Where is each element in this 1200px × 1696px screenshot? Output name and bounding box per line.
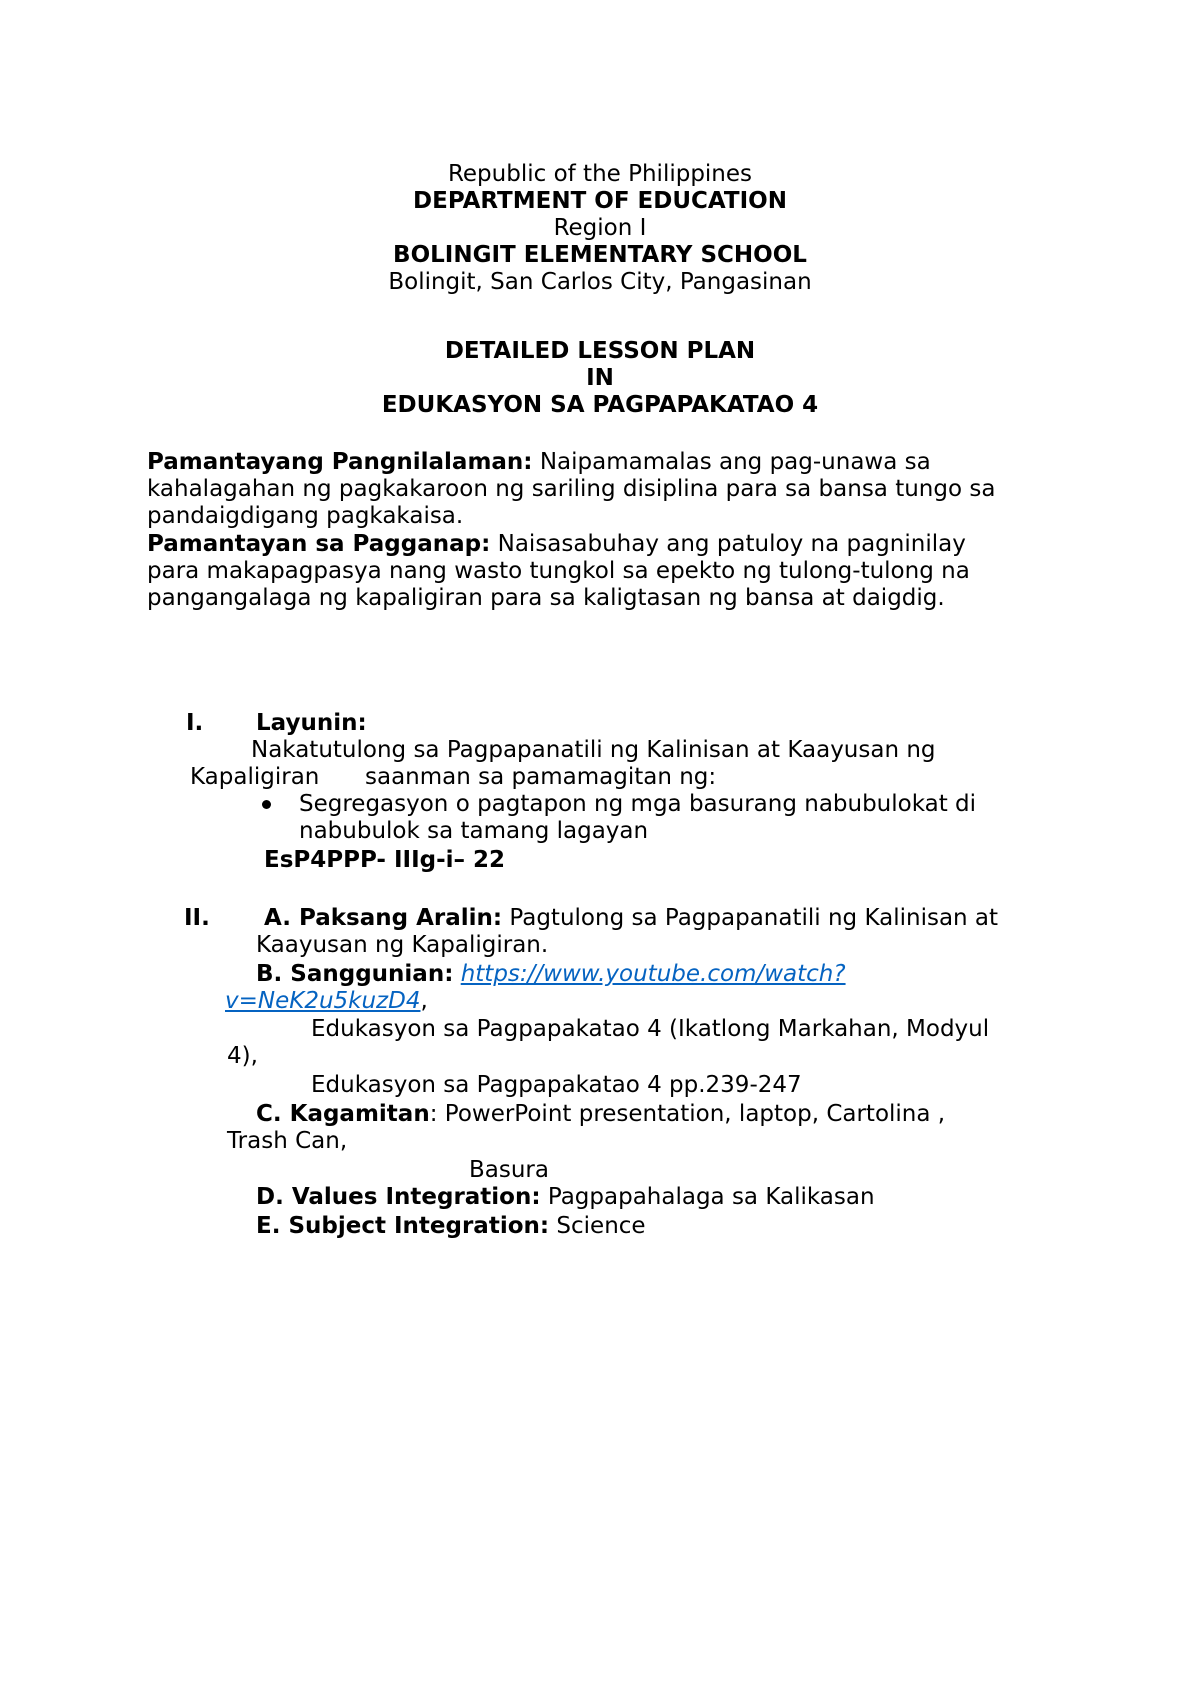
- objective-line-1: Nakatutulong sa Pagpapanatili ng Kalinisan at Kaayusan ng: [251, 737, 936, 763]
- title-line-1: DETAILED LESSON PLAN: [444, 338, 756, 364]
- objective-line-2a: Kapaligiran: [190, 764, 320, 790]
- title-line-2: IN: [586, 365, 614, 391]
- republic-line: Republic of the Philippines: [447, 161, 753, 187]
- subject-integration-text: Science: [549, 1213, 646, 1239]
- objective-line-2b: saanman sa pamamagitan ng:: [365, 764, 717, 790]
- youtube-link-part-2[interactable]: v=NeK2u5kuzD4: [225, 988, 421, 1014]
- values-integration-text: Pagpapahalaga sa Kalikasan: [540, 1184, 875, 1210]
- performance-standard-line-2: para makapagpasya nang wasto tungkol sa epekto ng tulong-tulong na: [147, 558, 970, 584]
- section-2-numeral: II.: [184, 905, 210, 931]
- kagamitan-label: C. Kagamitan: [256, 1101, 430, 1127]
- section-1-heading: Layunin:: [256, 710, 367, 736]
- sanggunian-line-2: [225, 987, 428, 1015]
- subject-integration-label: E. Subject Integration:: [256, 1213, 550, 1239]
- content-standard-line-3: pandaigdigang pagkakaisa.: [147, 503, 464, 529]
- bullet-line-1: Segregasyon o pagtapon ng mga basurang nabubulokat di: [299, 791, 977, 817]
- school-name: BOLINGIT ELEMENTARY SCHOOL: [393, 242, 807, 268]
- reference-1-line-2: 4),: [227, 1043, 258, 1069]
- subject-integration-line: [256, 1212, 646, 1240]
- paksang-aralin-line-2: Kaayusan ng Kapaligiran.: [256, 932, 549, 958]
- performance-standard-text-1: Naisasabuhay ang patuloy na pagninilay: [490, 531, 966, 557]
- reference-2: Edukasyon sa Pagpapakatao 4 pp.239-247: [311, 1072, 802, 1098]
- values-integration-line: [256, 1183, 875, 1211]
- content-standard-text-1: Naipamamalas ang pag-unawa sa: [532, 449, 931, 475]
- paksang-aralin-label: A. Paksang Aralin:: [264, 905, 503, 931]
- region-line: Region I: [553, 215, 647, 241]
- kagamitan-line-2: Trash Can,: [227, 1128, 348, 1154]
- section-1-numeral: I.: [186, 710, 204, 736]
- performance-standard-line-1: [147, 530, 966, 558]
- kagamitan-text-1: : PowerPoint presentation, laptop, Cartolina ,: [429, 1101, 946, 1127]
- sanggunian-line-1: [256, 960, 846, 988]
- sanggunian-label: B. Sanggunian:: [256, 961, 454, 987]
- performance-standard-label: Pamantayan sa Pagganap:: [147, 531, 491, 557]
- paksang-aralin-text-1: Pagtulong sa Pagpapanatili ng Kalinisan at: [502, 905, 999, 931]
- department-line: DEPARTMENT OF EDUCATION: [413, 188, 787, 214]
- bullet-line-2: nabubulok sa tamang lagayan: [299, 818, 649, 844]
- paksang-aralin-line-1: [264, 904, 998, 932]
- sanggunian-comma: ,: [420, 988, 428, 1014]
- values-integration-letter: D: [256, 1184, 276, 1210]
- performance-standard-line-3: pangangalaga ng kapaligiran para sa kaligtasan ng bansa at daigdig.: [147, 585, 945, 611]
- content-standard-line-1: [147, 448, 931, 476]
- youtube-link-part-1[interactable]: https://www.youtube.com/watch?: [460, 961, 846, 987]
- kagamitan-line-3: Basura: [469, 1157, 549, 1183]
- competency-code: EsP4PPP- IIIg-i– 22: [264, 847, 506, 873]
- content-standard-line-2: kahalagahan ng pagkakaroon ng sariling disiplina para sa bansa tungo sa: [147, 476, 996, 502]
- bullet-icon: [262, 800, 271, 809]
- title-line-3: EDUKASYON SA PAGPAPAKATAO 4: [381, 392, 819, 418]
- school-address: Bolingit, San Carlos City, Pangasinan: [388, 269, 812, 295]
- content-standard-label: Pamantayang Pangnilalaman:: [147, 449, 533, 475]
- values-integration-label: . Values Integration:: [275, 1184, 541, 1210]
- reference-1-line-1: Edukasyon sa Pagpapakatao 4 (Ikatlong Markahan, Modyul: [311, 1016, 990, 1042]
- kagamitan-line-1: [256, 1100, 945, 1128]
